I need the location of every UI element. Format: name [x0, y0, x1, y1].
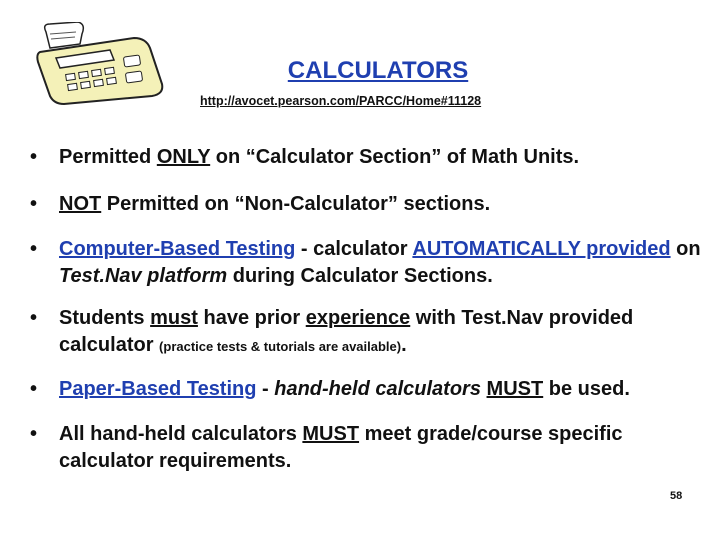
list-item: • Computer-Based Testing - calculator AUTOMATICALLY provided on Test.Nav platform during Calculator Sections.: [30, 238, 701, 287]
parcc-url-link[interactable]: http://avocet.pearson.com/PARCC/Home#11128: [200, 94, 482, 108]
page-title: CALCULATORS: [287, 57, 469, 84]
list-item: • Students must have prior experience with Test.Nav provided calculator (practice tests & tutorials are available).: [30, 307, 634, 356]
list-item: • All hand-held calculators MUST meet grade/course specific calculator requirements.: [30, 423, 623, 472]
bullet-list: [30, 144, 720, 475]
page-number: 58: [670, 490, 683, 502]
list-item: • NOT Permitted on “Non-Calculator” sections.: [30, 193, 491, 215]
list-item: • Paper-Based Testing - hand-held calculators MUST be used.: [30, 378, 630, 400]
list-item: • Permitted ONLY on “Calculator Section” of Math Units.: [30, 146, 580, 168]
